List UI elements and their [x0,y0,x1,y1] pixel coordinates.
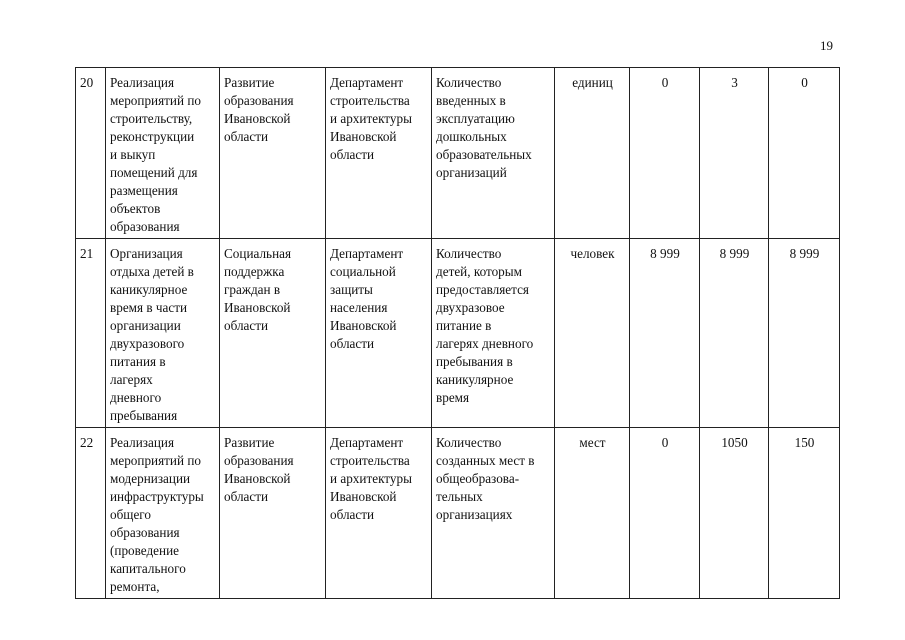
table-row [76,428,840,599]
row-number-cell: 21 [76,239,106,428]
value-cell: 8 999 [769,239,840,428]
executor-cell: Департамент строительства и архитектуры Ивановской области [326,68,432,239]
table-row [76,239,840,428]
table-row [76,68,840,239]
program-cell: Социальная поддержка граждан в Ивановской области [220,239,326,428]
value-cell: 1050 [700,428,769,599]
indicator-cell: Количество созданных мест в общеобразова- тельных организациях [432,428,555,599]
indicator-cell: Количество детей, которым предоставляется двухразовое питание в лагерях дневного пребывания в каникулярное время [432,239,555,428]
measure-name-cell: Реализация мероприятий по строительству, реконструкции и выкуп помещений для размещения объектов образования [106,68,220,239]
executor-cell: Департамент социальной защиты населения Ивановской области [326,239,432,428]
row-number-cell: 22 [76,428,106,599]
indicators-table [75,67,840,599]
value-cell: 0 [630,428,700,599]
program-cell: Развитие образования Ивановской области [220,68,326,239]
indicator-cell: Количество введенных в эксплуатацию дошкольных образовательных организаций [432,68,555,239]
measure-name-cell: Реализация мероприятий по модернизации инфраструктуры общего образования (проведение капитального ремонта, [106,428,220,599]
value-cell: 150 [769,428,840,599]
value-cell: 0 [630,68,700,239]
value-cell: 3 [700,68,769,239]
value-cell: 8 999 [630,239,700,428]
value-cell: 0 [769,68,840,239]
unit-cell: единиц [555,68,630,239]
executor-cell: Департамент строительства и архитектуры Ивановской области [326,428,432,599]
measure-name-cell: Организация отдыха детей в каникулярное время в части организации двухразового питания в лагерях дневного пребывания [106,239,220,428]
program-cell: Развитие образования Ивановской области [220,428,326,599]
unit-cell: человек [555,239,630,428]
value-cell: 8 999 [700,239,769,428]
page-number: 19 [820,38,833,53]
unit-cell: мест [555,428,630,599]
row-number-cell: 20 [76,68,106,239]
